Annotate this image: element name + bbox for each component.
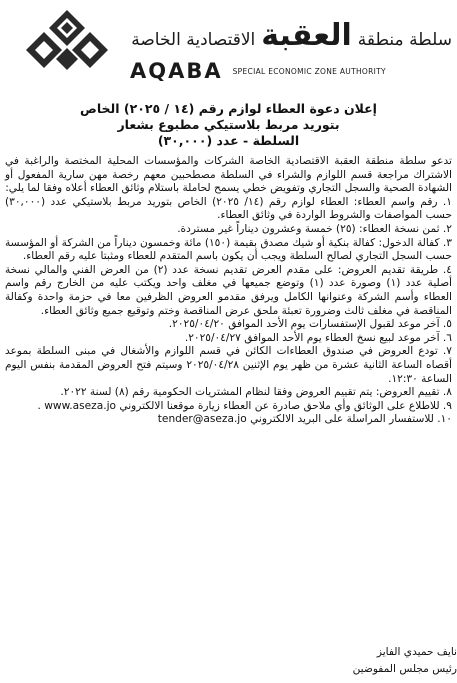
brand-english <box>130 60 450 82</box>
intro-paragraph: تدعو سلطة منطقة العقبة الاقتصادية الخاصة الشركات والمؤسسات المحلية المختصة والراغبة في الاشتراك مراجعة قسم اللوازم والشراء في السلطة مصطحبين معهم رخصة مهن سارية المفعول أو الشهادة الصحية والسجل التجاري وتفويض خطي يسمح لحاملة باستلام وثائق العطاء أعلاه وفقا لما يلي: <box>5 155 452 195</box>
list-item: ٤. طريقة تقديم العروض: على مقدم العرض تقديم نسخة عدد (٢) من العرض الفني والمالي نسخة أصلية عدد (١) وصورة عدد (١) وتوضع جميعها في مغلف واحد ويكتب عليه من الخارج رقم واسم العطاء وأسم الشركة وعنوانها الكامل ويرفق مقدمو العروض الظرفين معا في حزمة واحدة وكفالة المناقصة في مغلف ثالث وضرورة تعبئة ملحق عرض المناقصة وختم وتوقيع جميع وثائق العطاء. <box>5 263 453 317</box>
title-line-3: السلطة - عدد (٣٠,٠٠٠) <box>157 133 300 148</box>
list-item: ٩. للاطلاع على الوثائق وأي ملاحق صادرة عن العطاء زيارة موقعنا الالكتروني www.aseza.jo . <box>37 399 452 412</box>
title-line-1: إعلان دعوة العطاء لوازم رقم (١٤ / ٢٠٢٥) الخاص <box>80 101 377 116</box>
brand-ar-left: سلطة منطقة <box>357 30 452 50</box>
list-item: ٦. آخر موعد لبيع نسخ العطاء يوم الأحد الموافق ٢٠٢٥/٠٤/٢٧. <box>184 331 452 344</box>
list-item: ٥. آخر موعد لقبول الإستفسارات يوم الأحد الموافق ٢٠٢٥/٠٤/٢٠. <box>168 318 452 331</box>
announcement-title <box>0 101 457 149</box>
signature-role: رئيس مجلس المفوضين <box>352 663 457 675</box>
signature-name: نايف حميدي الفايز <box>376 646 457 658</box>
header <box>0 0 457 98</box>
list-item: ٧. تودع العروض في صندوق العطاءات الكائن في قسم اللوازم والأشغال في مبنى السلطة بموعد أقصاه الساعة الثانية عشرة من ظهر يوم الإثنين ٢٠٢٥/٠٤/٢٨ وسيتم فتح العروض المقدمة بنفس اليوم الساعة ١٢:٣٠. <box>5 345 452 385</box>
list-item: ٢. ثمن نسخة العطاء: (٢٥) خمسة وعشرون ديناراً غير مستردة. <box>177 222 452 235</box>
brand-en-sub: SPECIAL ECONOMIC ZONE AUTHORITY <box>232 66 386 76</box>
announcement-body <box>5 155 452 427</box>
aseza-triangle-logo-icon <box>22 8 112 72</box>
list-item: ٨. تقييم العروض: يتم تقييم العروض وفقا لنظام المشتريات الحكومية رقم (٨) لسنة ٢٠٢٢. <box>60 386 452 399</box>
list-item: ١. رقم واسم العطاء: العطاء لوازم رقم (١٤/ ٢٠٢٥) الخاص بتوريد مربط بلاستيكي عدد (٣٠,٠٠٠) حسب المواصفات والشروط الواردة في وثائق العطاء. <box>5 195 452 222</box>
brand-ar-big: العقبة <box>261 18 352 53</box>
brand-en: AQABA <box>130 59 223 83</box>
brand-arabic <box>122 18 452 58</box>
brand-ar-right: الاقتصادية الخاصة <box>131 30 256 50</box>
list-item: ١٠. للاستفسار المراسلة على البريد الالكتروني tender@aseza.jo <box>157 413 452 426</box>
list-item: ٣. كفالة الدخول: كفالة بنكية أو شيك مصدق بقيمة (١٥٠) مائة وخمسون ديناراً من الشركة أو المؤسسة حسب السجل التجاري لصالح السلطة ويجب أن يكون باسم المتقدم للعطاء ومثبتا عليه رقم العطاء. <box>5 236 452 263</box>
title-line-2: بتوريد مربط بلاستيكي مطبوع بشعار <box>117 117 340 132</box>
